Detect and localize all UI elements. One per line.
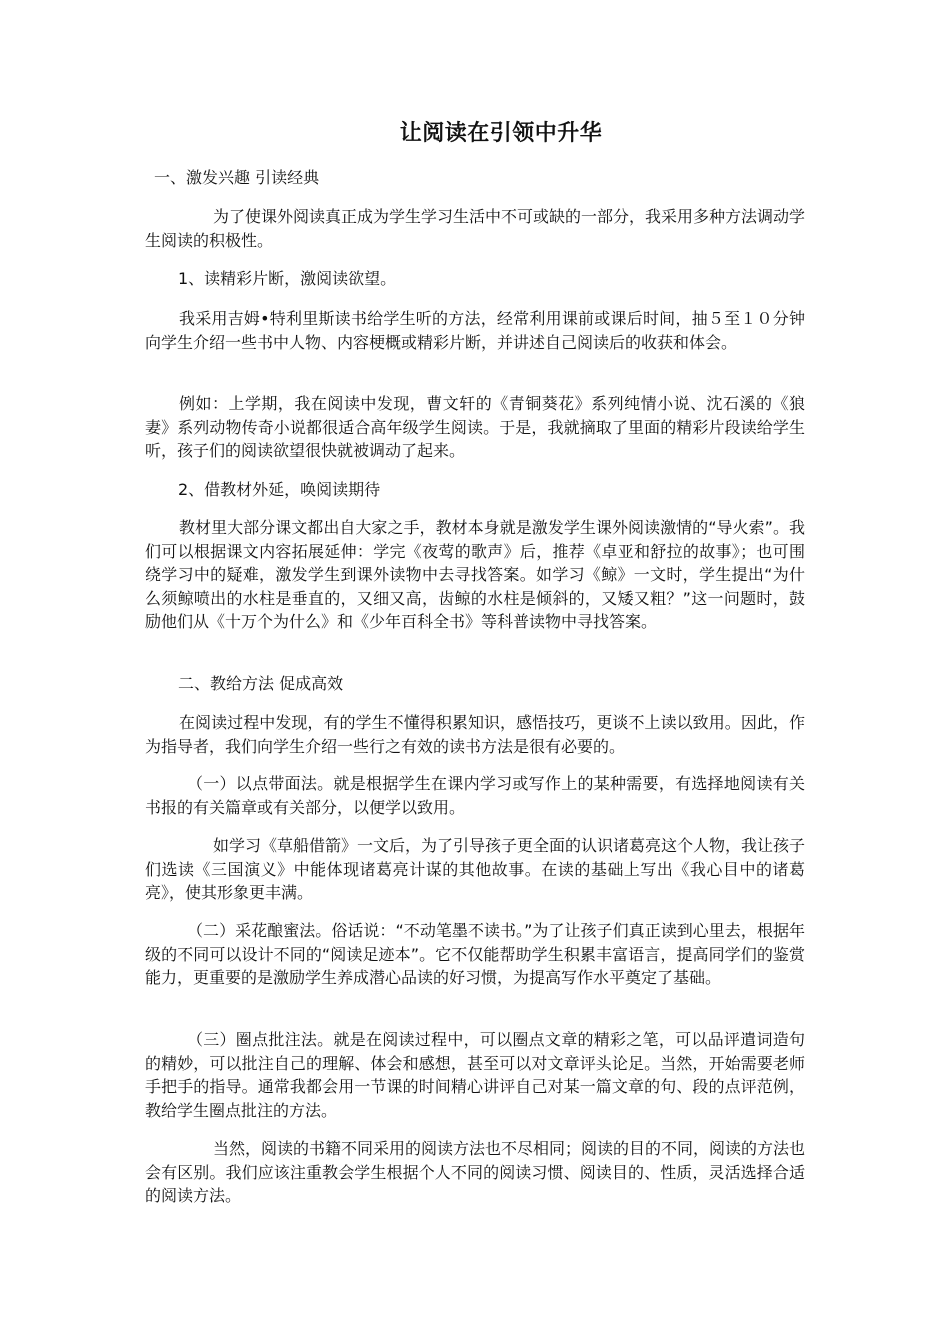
section-heading-2: 二、教给方法 促成高效	[178, 674, 344, 693]
paragraph-textbook: 教材里大部分课文都出自大家之手，教材本身就是激发学生课外阅读激情的“导火索”。我们可以根据课文内容拓展延伸：学完《夜莺的歌声》后，推荐《卓亚和舒拉的故事》；也可围绕学习中的疑难，激发学生到课外读物中去寻找答案。如学习《鲸》一文时，学生提出“为什么须鲸喷出的水柱是垂直的，又细又高，齿鲸的水柱是倾斜的，又矮又粗？”这一问题时，鼓励他们从《十万个为什么》和《少年百科全书》等科普读物中寻找答案。	[145, 518, 805, 631]
page-title: 让阅读在引领中升华	[399, 121, 603, 146]
paragraph-example: 例如：上学期，我在阅读中发现，曹文轩的《青铜葵花》系列纯情小说、沈石溪的《狼妻》系列动物传奇小说都很适合高年级学生阅读。于是，我就摘取了里面的精彩片段读给学生听，孩子们的阅读欲望很快就被调动了起来。	[145, 394, 805, 460]
paragraph-method-2: （二）采花酿蜜法。俗话说：“不动笔墨不读书。”为了让孩子们真正读到心里去，根据年级的不同可以设计不同的“阅读足迹本”。它不仅能帮助学生积累丰富语言，提高同学们的鉴赏能力，更重要的是激励学生养成潜心品读的好习惯，为提高写作水平奠定了基础。	[145, 921, 805, 987]
paragraph-intro: 为了使课外阅读真正成为学生学习生活中不可或缺的一部分，我采用多种方法调动学生阅读的积极性。	[145, 207, 806, 250]
section-heading-1: 一、激发兴趣 引读经典	[154, 168, 320, 187]
paragraph-conclusion: 当然，阅读的书籍不同采用的阅读方法也不尽相同；阅读的目的不同，阅读的方法也会有区别。我们应该注重教会学生根据个人不同的阅读习惯、阅读目的、性质，灵活选择合适的阅读方法。	[145, 1139, 806, 1205]
subheading-1: 1、读精彩片断，激阅读欲望。	[178, 269, 397, 288]
paragraph-method-1-example: 如学习《草船借箭》一文后，为了引导孩子更全面的认识诸葛亮这个人物，我让孩子们选读《三国演义》中能体现诸葛亮计谋的其他故事。在读的基础上写出《我心目中的诸葛亮》，使其形象更丰满。	[145, 836, 806, 902]
paragraph-method-1: （一）以点带面法。就是根据学生在课内学习或写作上的某种需要，有选择地阅读有关书报的有关篇章或有关部分，以便学以致用。	[145, 774, 805, 817]
subheading-2: 2、借教材外延，唤阅读期待	[178, 480, 381, 499]
paragraph-method-3: （三）圈点批注法。就是在阅读过程中，可以圈点文章的精彩之笔，可以品评遣词造句的精妙，可以批注自己的理解、体会和感想，甚至可以对文章评头论足。当然，开始需要老师手把手的指导。通常我都会用一节课的时间精心讲评自己对某一篇文章的句、段的点评范例，教给学生圈点批注的方法。	[145, 1030, 805, 1120]
paragraph-reading-aloud: 我采用吉姆•特利里斯读书给学生听的方法，经常利用课前或课后时间，抽５至１０分钟向学生介绍一些书中人物、内容梗概或精彩片断，并讲述自己阅读后的收获和体会。	[145, 309, 805, 352]
paragraph-methods-intro: 在阅读过程中发现，有的学生不懂得积累知识，感悟技巧，更谈不上读以致用。因此，作为指导者，我们向学生介绍一些行之有效的读书方法是很有必要的。	[145, 713, 805, 756]
